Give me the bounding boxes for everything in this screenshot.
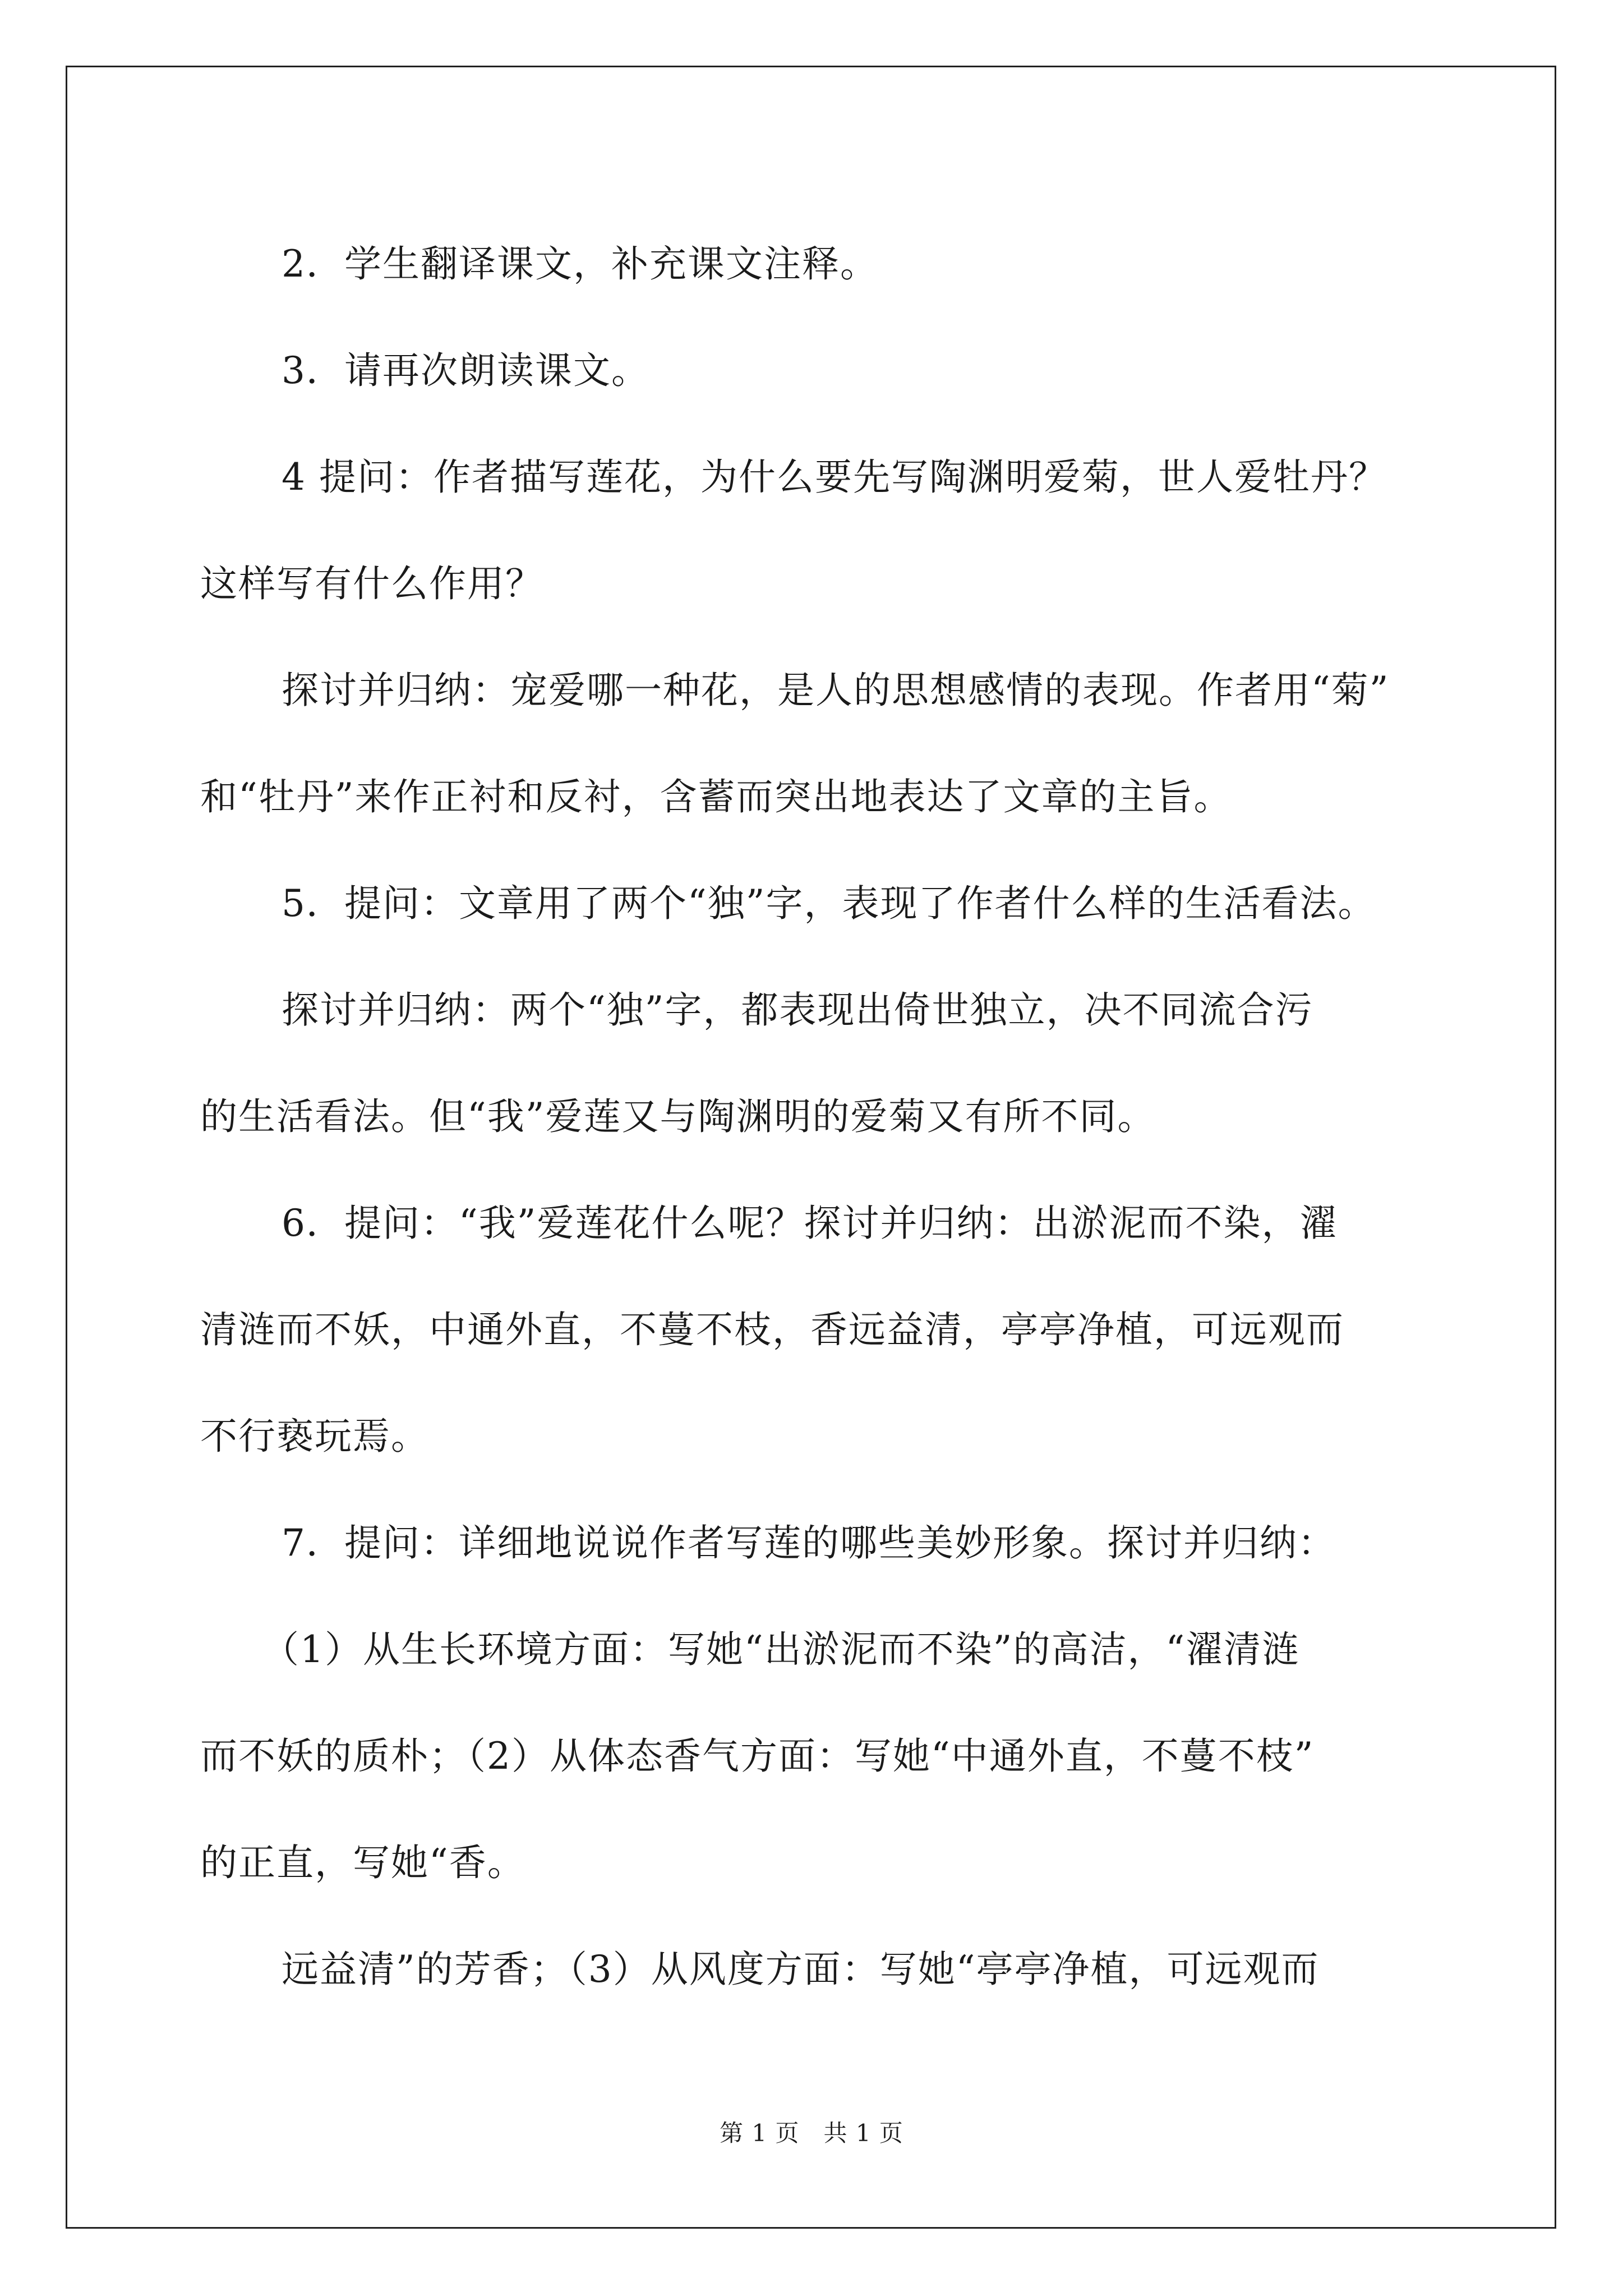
text-line: 的生活看法。但“我”爱莲又与陶渊明的爱菊又有所不同。 [200,1095,1156,1138]
text-line: 3．请再次朗读课文。 [282,349,649,392]
text-line: 不行亵玩焉。 [200,1415,429,1458]
text-line: 探讨并归纳：两个“独”字，都表现出倚世独立，决不同流合污 [282,988,1313,1032]
text-line: 6．提问：“我”爱莲花什么呢？探讨并归纳：出淤泥而不染，濯 [282,1202,1338,1245]
text-line: 探讨并归纳：宠爱哪一种花，是人的思想感情的表现。作者用“菊” [282,669,1390,712]
text-line: 4 提问：作者描写莲花，为什么要先写陶渊明爱菊，世人爱牡丹？ [282,455,1387,499]
text-line: （1）从生长环境方面：写她“出淤泥而不染”的高洁，“濯清涟 [262,1628,1301,1671]
text-line: 远益清”的芳香；（3）从风度方面：写她“亭亭净植，可远观而 [282,1948,1320,1991]
text-line: 7．提问：详细地说说作者写莲的哪些美妙形象。探讨并归纳： [282,1521,1336,1565]
page-footer [0,2115,1623,2148]
text-line: 而不妖的质朴；（2）从体态香气方面：写她“中通外直，不蔓不枝” [200,1734,1315,1778]
text-line: 和“牡丹”来作正衬和反衬，含蓄而突出地表达了文章的主旨。 [200,775,1232,818]
page-number: 第 1 页 共 1 页 [720,2119,903,2147]
text-line: 这样写有什么作用？ [200,562,543,605]
text-line: 清涟而不妖，中通外直，不蔓不枝，香远益清，亭亭净植，可远观而 [200,1308,1344,1351]
text-line: 5．提问：文章用了两个“独”字，表现了作者什么样的生活看法。 [282,882,1376,925]
text-line: 的正直，写她“香。 [200,1841,525,1884]
text-line: 2．学生翻译课文，补充课文注释。 [282,242,878,286]
document-body [200,211,1434,2023]
